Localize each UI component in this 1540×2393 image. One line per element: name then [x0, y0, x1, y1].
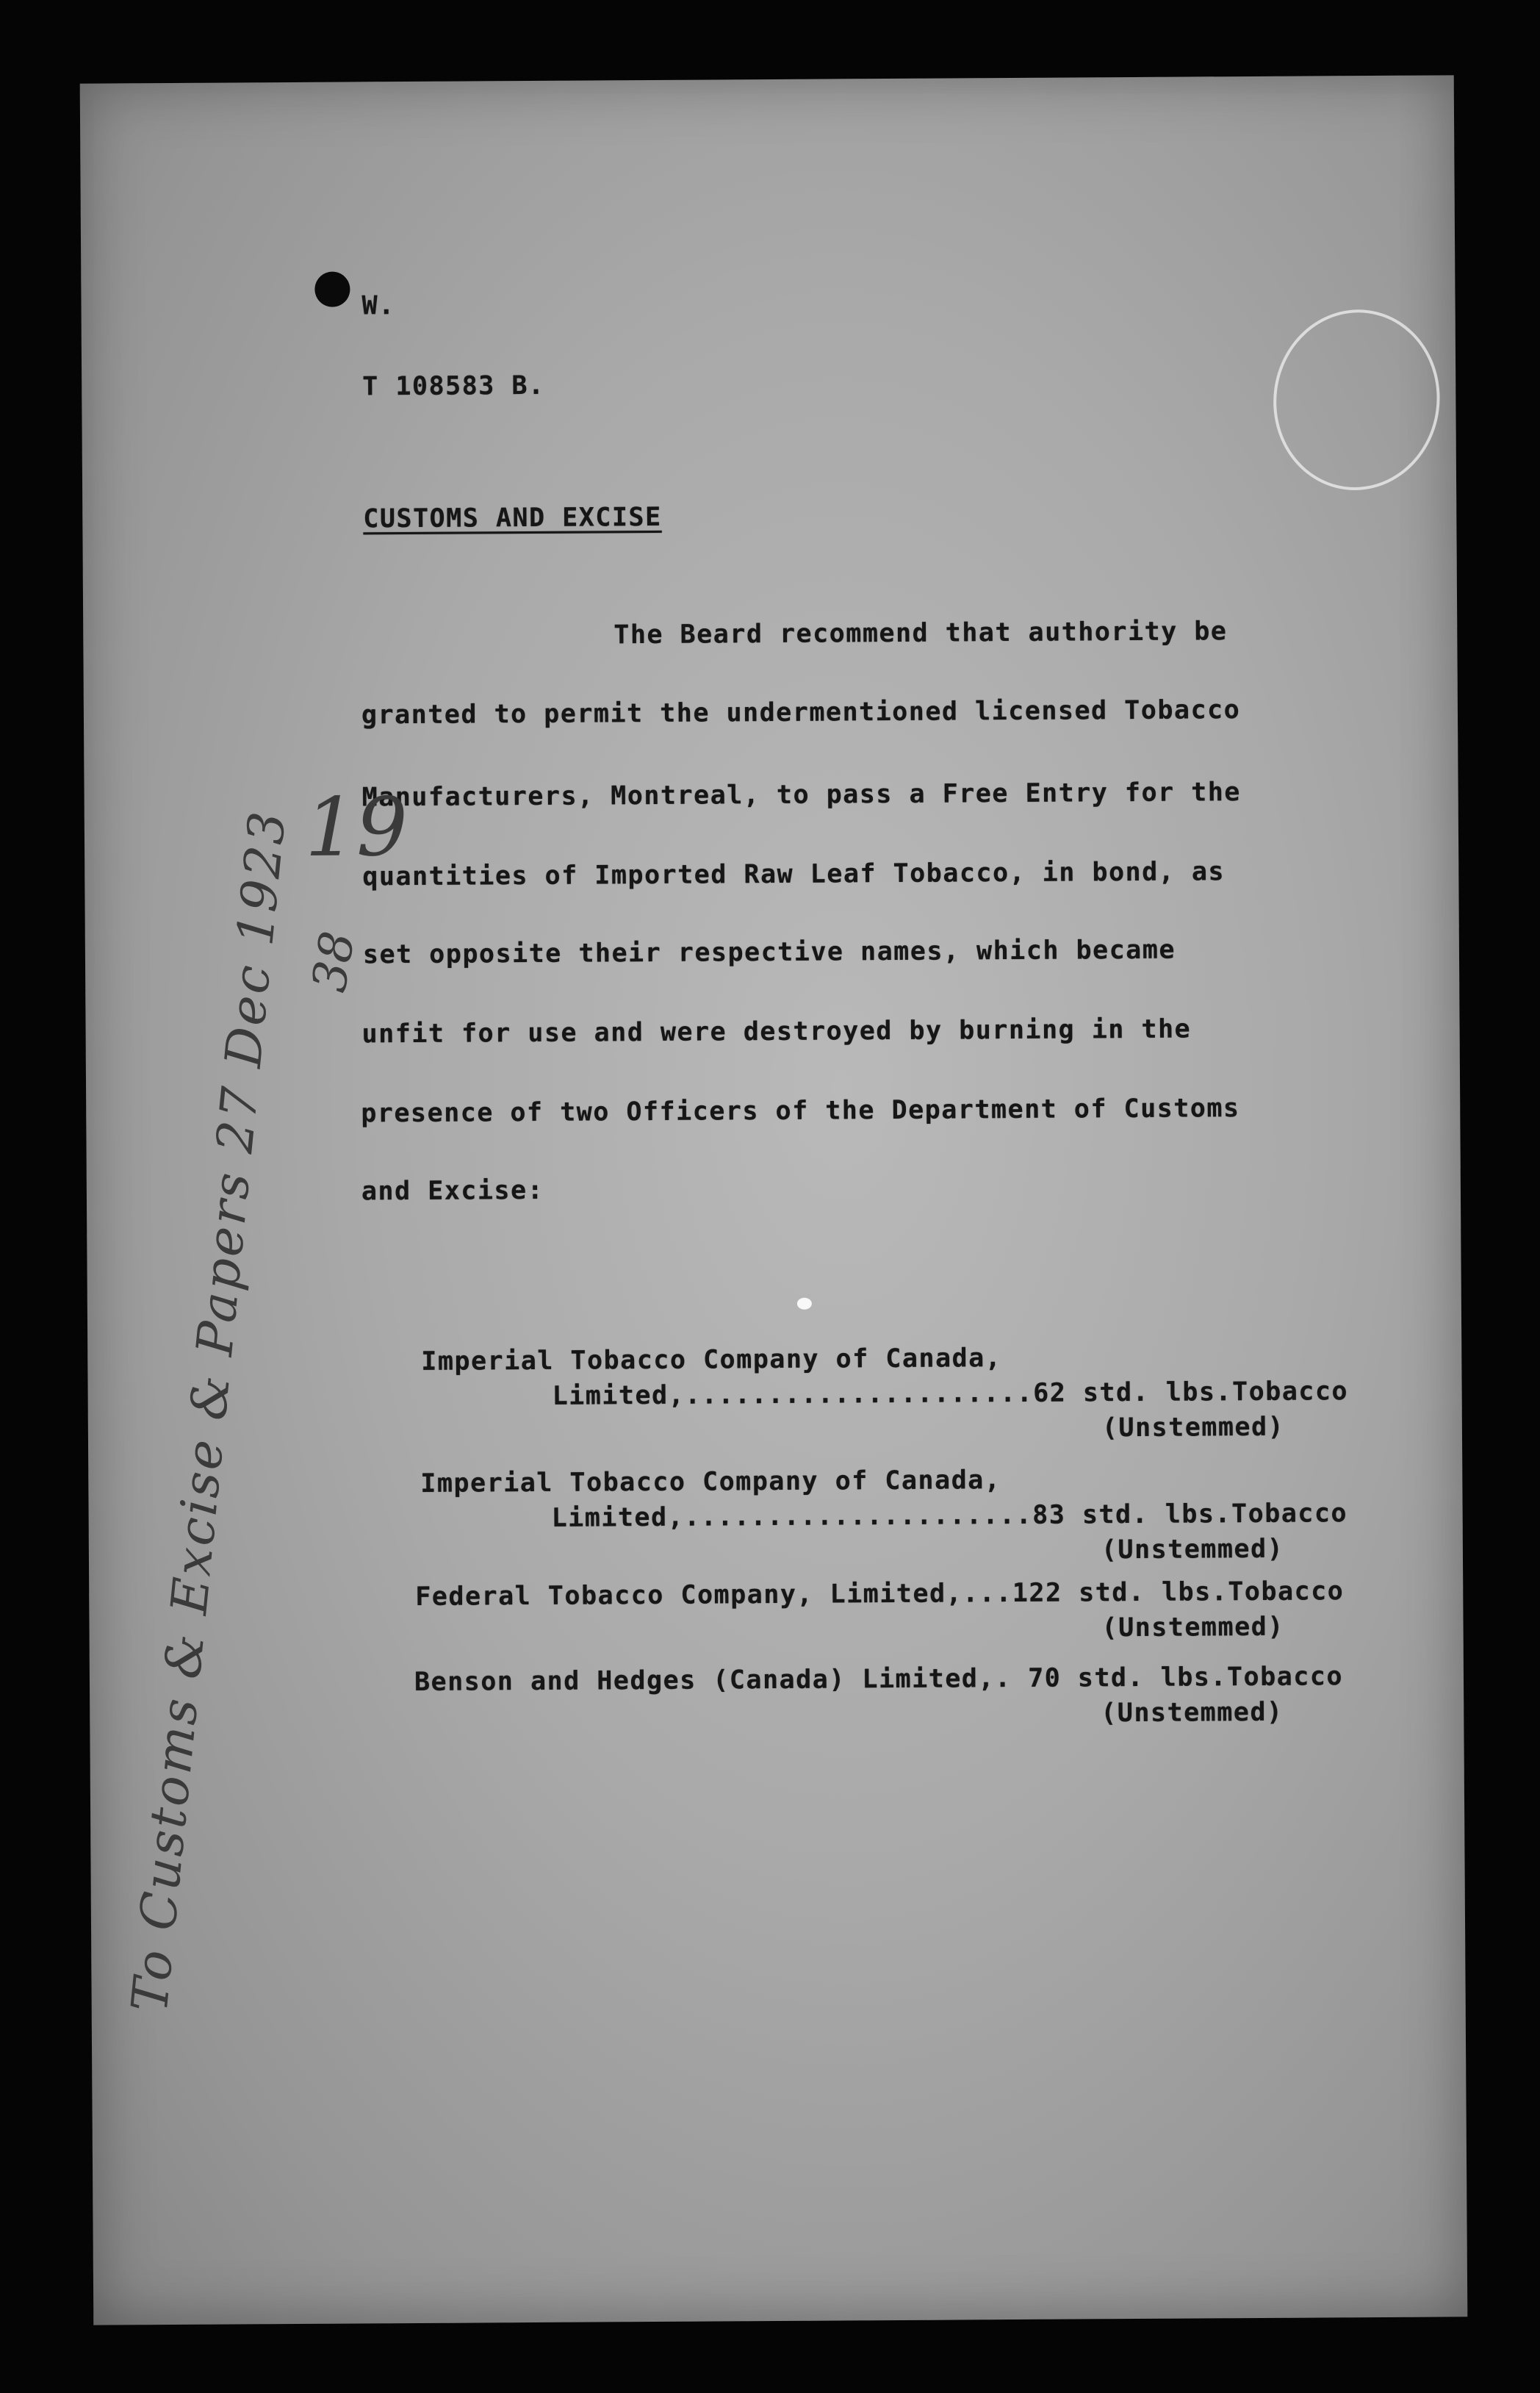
document-page: [80, 75, 1468, 2325]
body-line-5: set opposite their respective names, which became: [362, 935, 1176, 970]
margin-number-bottom: 38: [302, 928, 367, 996]
header-initial: W.: [361, 291, 395, 321]
entry-4-note: (Unstemmed): [1101, 1697, 1284, 1729]
body-line-1: The Beard recommend that authority be: [614, 617, 1228, 650]
entry-4-name: Benson and Hedges (Canada) Limited,. 70 std. lbs.Tobacco: [414, 1662, 1344, 1697]
margin-number-top: 19: [304, 780, 409, 875]
entry-3-name: Federal Tobacco Company, Limited,...122 std. lbs.Tobacco: [415, 1576, 1345, 1612]
stamp-circle: [1262, 299, 1451, 501]
entry-2-name: Imperial Tobacco Company of Canada,: [420, 1465, 1001, 1499]
heading: CUSTOMS AND EXCISE: [363, 502, 662, 534]
body-line-8: and Excise:: [361, 1175, 544, 1207]
entry-2-quantity: Limited,.....................83 std. lbs.Tobacco: [551, 1499, 1348, 1533]
body-line-4: quantities of Imported Raw Leaf Tobacco, in bond, as: [362, 857, 1226, 892]
punch-hole: [314, 271, 350, 306]
body-line-2: granted to permit the undermentioned licensed Tobacco: [361, 695, 1241, 731]
entry-1-note: (Unstemmed): [1101, 1412, 1285, 1443]
entry-2-note: (Unstemmed): [1101, 1534, 1284, 1565]
entry-1-quantity: Limited,.....................62 std. lbs.Tobacco: [552, 1377, 1349, 1411]
file-number: T 108583 B.: [362, 370, 545, 402]
margin-handwritten-note: To Customs & Excise & Papers 27 Dec 1923: [120, 807, 298, 2015]
body-line-6: unfit for use and were destroyed by burning in the: [361, 1014, 1192, 1050]
entry-3-note: (Unstemmed): [1101, 1612, 1284, 1643]
speck: [797, 1298, 812, 1310]
body-line-7: presence of two Officers of the Department of Customs: [361, 1094, 1240, 1129]
body-line-3: Manufacturers, Montreal, to pass a Free Entry for the: [361, 778, 1242, 813]
entry-1-name: Imperial Tobacco Company of Canada,: [421, 1343, 1002, 1377]
